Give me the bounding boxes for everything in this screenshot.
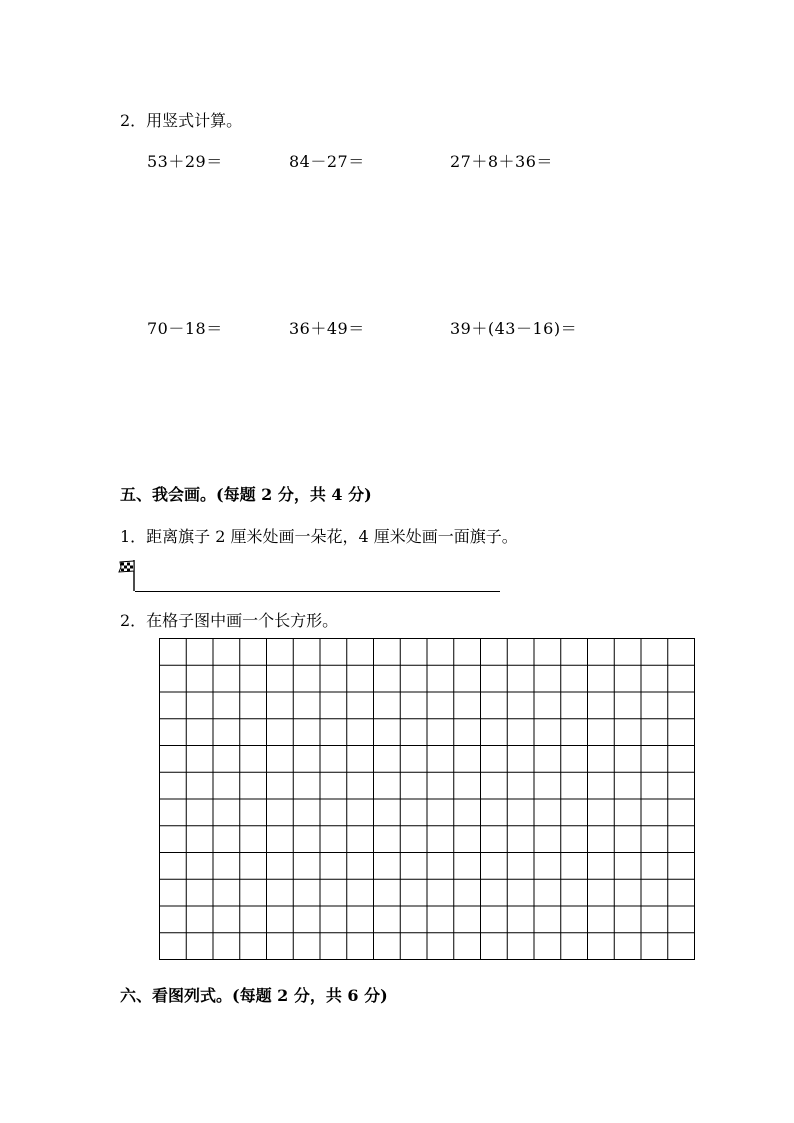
- expression-6: 39＋(43－16)＝: [450, 319, 578, 338]
- flag-question: 1．距离旗子 2 厘米处画一朵花，4 厘米处画一面旗子。: [120, 527, 518, 546]
- section-title-drawing: 五、我会画。(每题 2 分，共 4 分): [120, 485, 372, 504]
- expression-3: 27＋8＋36＝: [450, 152, 553, 171]
- drawing-grid[interactable]: [159, 638, 695, 960]
- grid-question: 2．在格子图中画一个长方形。: [120, 611, 339, 630]
- section-title-picture-equation: 六、看图列式。(每题 2 分，共 6 分): [120, 986, 388, 1005]
- expression-2: 84－27＝: [289, 152, 365, 171]
- expression-4: 70－18＝: [147, 319, 223, 338]
- flag-icon: [117, 558, 137, 592]
- measure-line: [135, 591, 500, 592]
- vertical-calc-question: 2．用竖式计算。: [120, 111, 243, 130]
- expression-1: 53＋29＝: [147, 152, 223, 171]
- expression-5: 36＋49＝: [289, 319, 365, 338]
